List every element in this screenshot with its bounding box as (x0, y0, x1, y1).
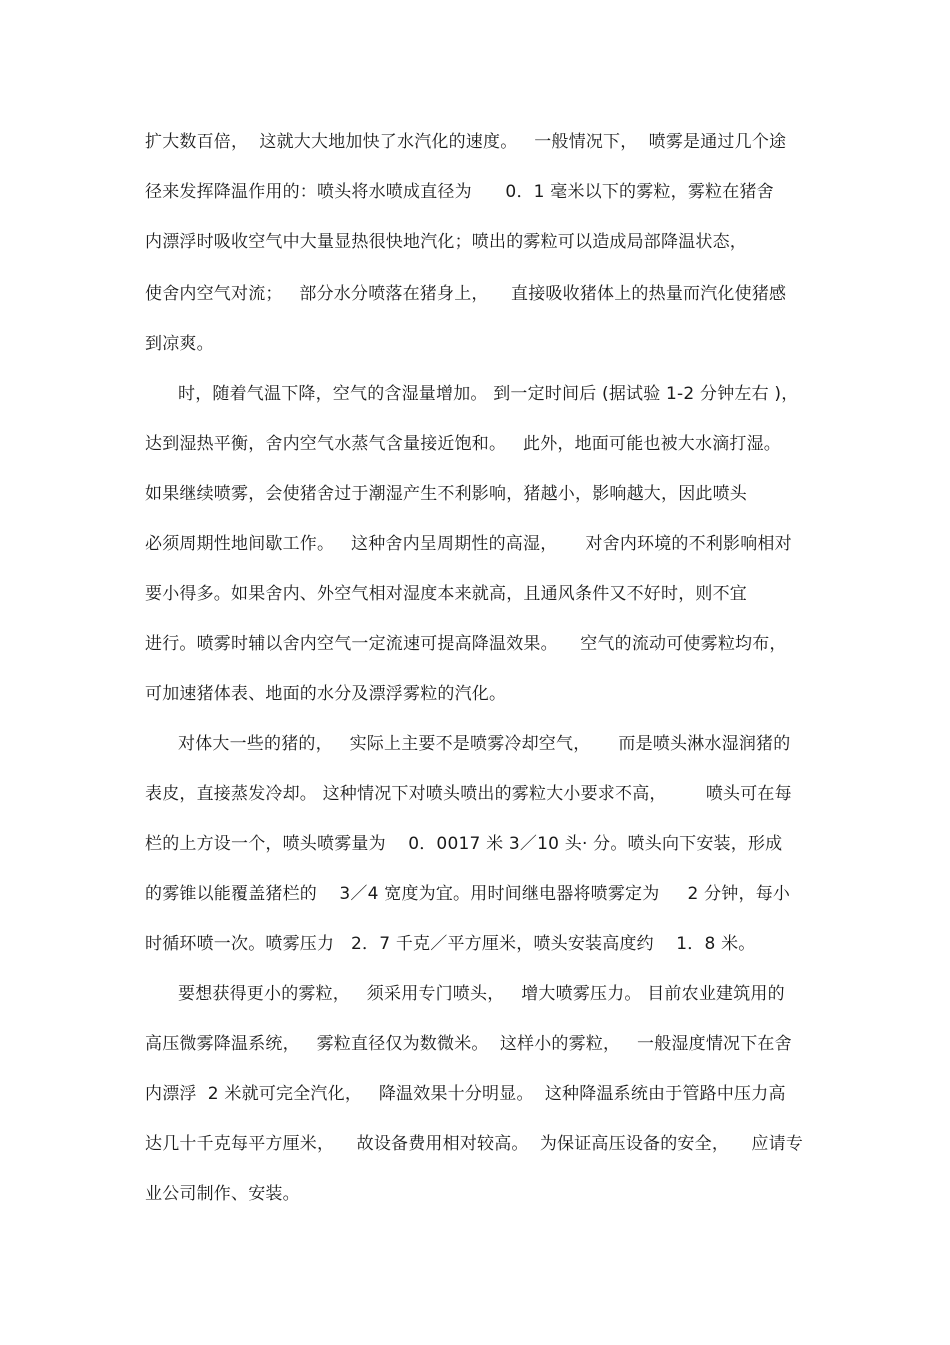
text-line: 内漂浮 2 米就可完全汽化， 降温效果十分明显。 这种降温系统由于管路中压力高 (145, 1084, 786, 1104)
text-line: 要小得多。如果舍内、外空气相对湿度本来就高，且通风条件又不好时，则不宜 (145, 584, 747, 604)
text-line: 时，随着气温下降，空气的含湿量增加。 到一定时间后 (据试验 1-2 分钟左右 )， (178, 384, 799, 404)
text-line: 时循环喷一次。喷雾压力 2．7 千克／平方厘米，喷头安装高度约 1．8 米。 (145, 934, 756, 954)
text-line: 对体大一些的猪的， 实际上主要不是喷雾冷却空气， 而是喷头淋水湿润猪的 (178, 734, 791, 754)
text-line: 高压微雾降温系统， 雾粒直径仅为数微米。 这样小的雾粒， 一般湿度情况下在舍 (145, 1034, 792, 1054)
text-line: 到凉爽。 (145, 334, 214, 354)
text-line: 达几十千克每平方厘米， 故设备费用相对较高。 为保证高压设备的安全， 应请专 (145, 1134, 804, 1154)
text-line: 表皮，直接蒸发冷却。 这种情况下对喷头喷出的雾粒大小要求不高， 喷头可在每 (145, 784, 792, 804)
text-line: 要想获得更小的雾粒， 须采用专门喷头， 增大喷雾压力。 目前农业建筑用的 (178, 984, 785, 1004)
text-line: 扩大数百倍， 这就大大地加快了水汽化的速度。 一般情况下， 喷雾是通过几个途 (145, 132, 787, 152)
text-line: 内漂浮时吸收空气中大量显热很快地汽化；喷出的雾粒可以造成局部降温状态， (145, 232, 747, 252)
text-line: 使舍内空气对流； 部分水分喷落在猪身上， 直接吸收猪体上的热量而汽化使猪感 (145, 284, 787, 304)
text-line: 可加速猪体表、地面的水分及漂浮雾粒的汽化。 (145, 684, 507, 704)
text-line: 的雾锥以能覆盖猪栏的 3／4 宽度为宜。用时间继电器将喷雾定为 2 分钟，每小 (145, 884, 791, 904)
text-line: 必须周期性地间歇工作。 这种舍内呈周期性的高湿， 对舍内环境的不利影响相对 (145, 534, 792, 554)
text-line: 业公司制作、安装。 (145, 1184, 300, 1204)
text-line: 径来发挥降温作用的：喷头将水喷成直径为 0．1 毫米以下的雾粒，雾粒在猪舍 (145, 182, 774, 202)
text-line: 进行。喷雾时辅以舍内空气一定流速可提高降温效果。 空气的流动可使雾粒均布， (145, 634, 787, 654)
text-line: 如果继续喷雾，会使猪舍过于潮湿产生不利影响，猪越小，影响越大，因此喷头 (145, 484, 747, 504)
text-line: 达到湿热平衡，舍内空气水蒸气含量接近饱和。 此外，地面可能也被大水滴打湿。 (145, 434, 782, 454)
text-line: 栏的上方设一个，喷头喷雾量为 0．0017 米 3／10 头· 分。喷头向下安装，形成 (145, 834, 783, 854)
